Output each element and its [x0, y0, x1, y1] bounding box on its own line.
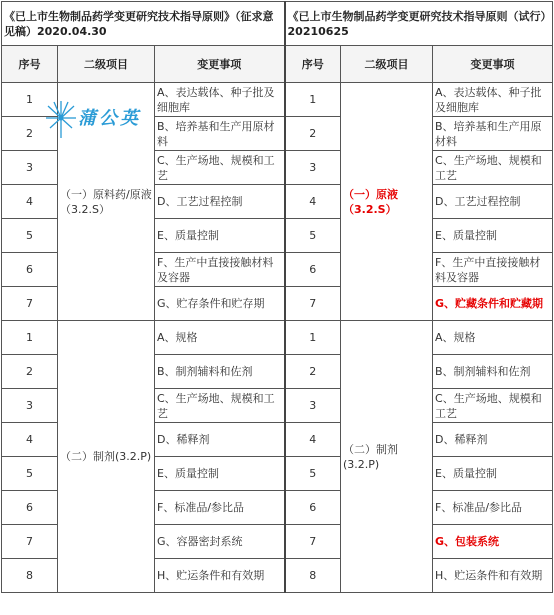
change-item-left: A、规格: [155, 321, 285, 355]
change-item-right: A、规格: [433, 321, 553, 355]
change-item-right: F、生产中直接接触材料及容器: [433, 253, 553, 287]
section-item-right: （一）原液（3.2.S）: [341, 83, 433, 321]
row-number-left: 7: [2, 287, 58, 321]
table-body: [2, 83, 553, 593]
change-item-left: G、贮存条件和贮存期: [155, 287, 285, 321]
row-number-left: 1: [2, 83, 58, 117]
change-item-right: A、表达载体、种子批及细胞库: [433, 83, 553, 117]
row-number-left: 3: [2, 151, 58, 185]
row-number-right: 3: [285, 389, 341, 423]
table-row: [2, 83, 553, 117]
row-number-right: 5: [285, 219, 341, 253]
header-change-right: 变更事项: [433, 46, 553, 83]
change-item-right: C、生产场地、规模和工艺: [433, 151, 553, 185]
change-item-right: H、贮运条件和有效期: [433, 559, 553, 593]
row-number-right: 3: [285, 151, 341, 185]
row-number-left: 4: [2, 423, 58, 457]
row-number-left: 5: [2, 457, 58, 491]
change-item-right: E、质量控制: [433, 219, 553, 253]
change-item-left: F、标准品/参比品: [155, 491, 285, 525]
row-number-left: 1: [2, 321, 58, 355]
row-number-left: 4: [2, 185, 58, 219]
change-item-left: D、稀释剂: [155, 423, 285, 457]
watermark-text: 蒲公英: [78, 108, 141, 129]
row-number-right: 6: [285, 491, 341, 525]
change-item-right: G、贮藏条件和贮藏期: [433, 287, 553, 321]
change-item-left: H、贮运条件和有效期: [155, 559, 285, 593]
row-number-left: 6: [2, 253, 58, 287]
change-item-right: F、标准品/参比品: [433, 491, 553, 525]
header-item-left: 二级项目: [58, 46, 155, 83]
row-number-left: 3: [2, 389, 58, 423]
header-item-right: 二级项目: [341, 46, 433, 83]
row-number-left: 2: [2, 355, 58, 389]
change-item-right: C、生产场地、规模和工艺: [433, 389, 553, 423]
change-item-left: C、生产场地、规模和工艺: [155, 151, 285, 185]
change-item-left: D、工艺过程控制: [155, 185, 285, 219]
row-number-right: 8: [285, 559, 341, 593]
row-number-right: 2: [285, 355, 341, 389]
change-item-left: B、培养基和生产用原材料: [155, 117, 285, 151]
change-item-right: B、培养基和生产用原材料: [433, 117, 553, 151]
change-item-left: G、容器密封系统: [155, 525, 285, 559]
left-title: 《已上市生物制品药学变更研究技术指导原则》（征求意见稿）2020.04.30: [2, 2, 285, 46]
change-item-left: E、质量控制: [155, 219, 285, 253]
change-item-left: C、生产场地、规模和工艺: [155, 389, 285, 423]
row-number-right: 6: [285, 253, 341, 287]
row-number-right: 1: [285, 321, 341, 355]
row-number-right: 7: [285, 287, 341, 321]
change-item-left: F、生产中直接接触材料及容器: [155, 253, 285, 287]
comparison-table: [1, 1, 553, 593]
row-number-left: 6: [2, 491, 58, 525]
row-number-right: 2: [285, 117, 341, 151]
table-row: [2, 321, 553, 355]
change-item-right: B、制剂辅料和佐剂: [433, 355, 553, 389]
change-item-right: E、质量控制: [433, 457, 553, 491]
row-number-right: 4: [285, 185, 341, 219]
change-item-left: E、质量控制: [155, 457, 285, 491]
change-item-right: D、稀释剂: [433, 423, 553, 457]
row-number-left: 8: [2, 559, 58, 593]
row-number-right: 4: [285, 423, 341, 457]
change-item-right: G、包装系统: [433, 525, 553, 559]
row-number-left: 2: [2, 117, 58, 151]
section-item-left: （一）原料药/原液（3.2.S）: [58, 83, 155, 321]
row-number-right: 1: [285, 83, 341, 117]
header-no-left: 序号: [2, 46, 58, 83]
section-item-left: （二）制剂(3.2.P): [58, 321, 155, 593]
header-no-right: 序号: [285, 46, 341, 83]
header-change-left: 变更事项: [155, 46, 285, 83]
right-title: 《已上市生物制品药学变更研究技术指导原则（试行）20210625: [285, 2, 553, 46]
row-number-left: 7: [2, 525, 58, 559]
section-item-right: （二）制剂(3.2.P): [341, 321, 433, 593]
change-item-left: B、制剂辅料和佐剂: [155, 355, 285, 389]
row-number-right: 5: [285, 457, 341, 491]
row-number-left: 5: [2, 219, 58, 253]
row-number-right: 7: [285, 525, 341, 559]
change-item-left: A、表达载体、种子批及细胞库: [155, 83, 285, 117]
change-item-right: D、工艺过程控制: [433, 185, 553, 219]
